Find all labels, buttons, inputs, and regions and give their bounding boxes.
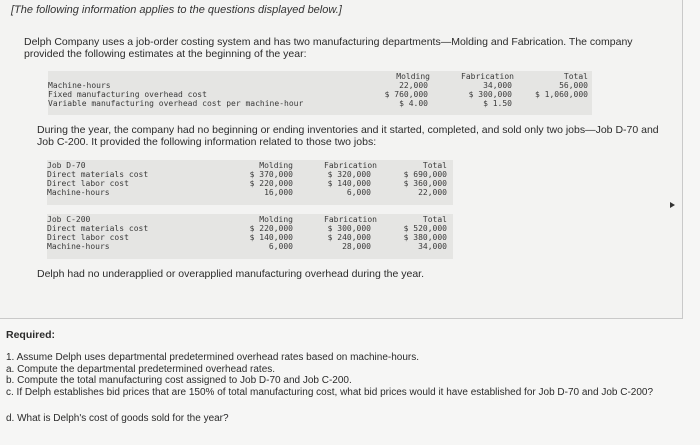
intro-note: [The following information applies to the questions displayed below.] xyxy=(11,4,342,16)
cell-total: $ 360,000 xyxy=(403,179,447,188)
cell-molding: $ 220,000 xyxy=(249,179,293,188)
header-fabrication: Fabrication xyxy=(324,161,377,170)
cell-total: 56,000 xyxy=(559,81,588,90)
row-label: Direct labor cost xyxy=(47,179,129,188)
header-total: Total xyxy=(422,215,447,224)
row-label: Fixed manufacturing overhead cost xyxy=(48,90,207,99)
row-label: Machine-hours xyxy=(47,188,110,197)
required-item: 1. Assume Delph uses departmental predetermined overhead rates based on machine-hours. xyxy=(6,352,420,363)
job-d70-table xyxy=(47,160,453,205)
cell-molding: $ 4.00 xyxy=(399,99,428,108)
intro-paragraph: Delph Company uses a job-order costing system and has two manufacturing departments—Molding and Fabrication. The company provided the following estimates at the beginning of the year: xyxy=(24,36,633,60)
mouse-pointer-icon xyxy=(670,202,675,208)
required-item: d. What is Delph's cost of goods sold for the year? xyxy=(6,413,229,424)
cell-total: $ 1,060,000 xyxy=(535,90,588,99)
header-molding: Molding xyxy=(259,215,293,224)
required-item: a. Compute the departmental predetermined overhead rates. xyxy=(6,363,276,375)
cell-fabrication: 34,000 xyxy=(483,81,512,90)
cell-total: $ 690,000 xyxy=(403,170,447,179)
row-label: Machine-hours xyxy=(47,242,110,251)
estimates-table xyxy=(48,71,592,115)
job-c200-table xyxy=(47,214,453,259)
header-fabrication: Fabrication xyxy=(324,215,377,224)
header-molding: Molding xyxy=(396,72,430,81)
header-fabrication: Fabrication xyxy=(461,72,514,81)
cell-fabrication: 6,000 xyxy=(346,188,371,197)
required-heading: Required: xyxy=(6,329,56,341)
cell-molding: 22,000 xyxy=(399,81,428,90)
required-item: b. Compute the total manufacturing cost assigned to Job D-70 and Job C-200. xyxy=(6,375,352,386)
cell-fabrication: $ 300,000 xyxy=(327,224,371,233)
cell-fabrication: $ 240,000 xyxy=(327,233,371,242)
header-total: Total xyxy=(422,161,447,170)
jobs-paragraph: During the year, the company had no beginning or ending inventories and it started, completed, and sold only two jobs—Job D-70 and Job C-200. It provided the following information related to those two jobs: xyxy=(37,124,659,148)
cell-fabrication: 28,000 xyxy=(342,242,371,251)
header-molding: Molding xyxy=(259,161,293,170)
cell-total: $ 380,000 xyxy=(403,233,447,242)
cell-molding: $ 760,000 xyxy=(384,90,428,99)
cell-fabrication: $ 300,000 xyxy=(468,90,512,99)
row-label: Direct materials cost xyxy=(47,170,149,179)
cell-fabrication: $ 1.50 xyxy=(483,99,512,108)
job-title: Job C-200 xyxy=(47,215,91,224)
cell-molding: 16,000 xyxy=(264,188,293,197)
cell-fabrication: $ 320,000 xyxy=(327,170,371,179)
cell-molding: $ 140,000 xyxy=(249,233,293,242)
cell-total: 22,000 xyxy=(418,188,447,197)
cell-molding: $ 370,000 xyxy=(249,170,293,179)
row-label: Machine-hours xyxy=(48,81,111,90)
row-label: Direct materials cost xyxy=(47,224,149,233)
cell-fabrication: $ 140,000 xyxy=(327,179,371,188)
row-label: Direct labor cost xyxy=(47,233,129,242)
header-total: Total xyxy=(563,72,588,81)
cell-molding: $ 220,000 xyxy=(249,224,293,233)
row-label: Variable manufacturing overhead cost per machine-hour xyxy=(48,99,304,108)
cell-molding: 6,000 xyxy=(268,242,293,251)
cell-total: 34,000 xyxy=(418,242,447,251)
required-item: c. If Delph establishes bid prices that are 150% of total manufacturing cost, what bid prices would it have established for Job D-70 and Job C-200? xyxy=(6,386,654,398)
job-title: Job D-70 xyxy=(47,161,86,170)
cell-total: $ 520,000 xyxy=(403,224,447,233)
overhead-note: Delph had no underapplied or overapplied manufacturing overhead during the year. xyxy=(37,268,425,280)
